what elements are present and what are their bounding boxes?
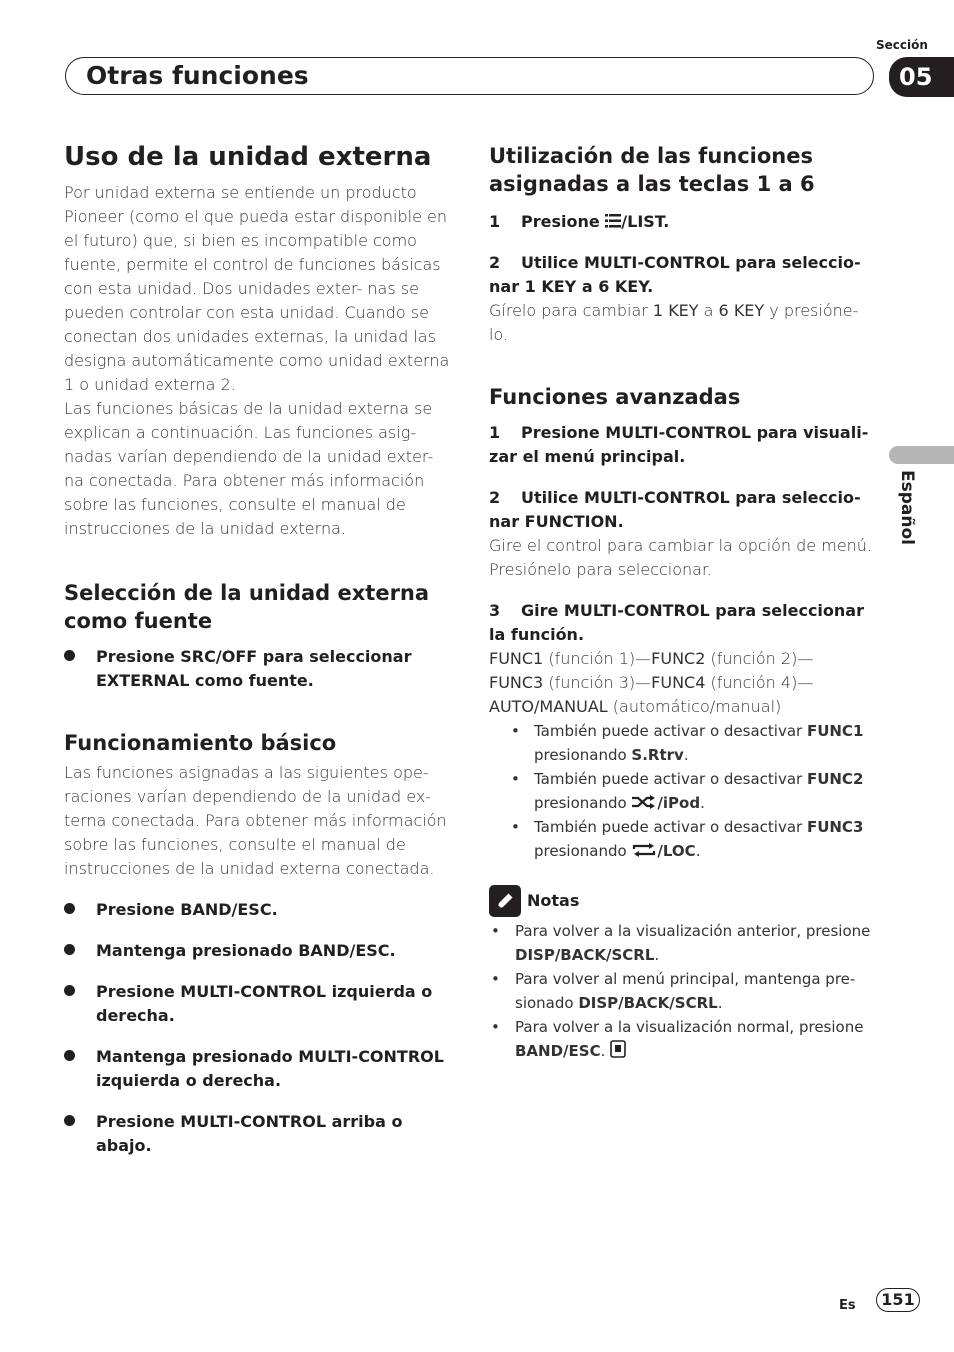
text: presionando: [534, 842, 632, 860]
function-label: FUNC1: [806, 722, 864, 740]
function-label: FUNC2: [651, 649, 706, 668]
keys-heading: Utilización de las funciones asignadas a las teclas 1 a 6: [489, 144, 815, 196]
basic-operation-text: Las funciones asignadas a las siguientes ope- raciones varían dependiendo de la unidad ex- terna conectada. Para obtener más información sobre las funciones, consulte el manual de instrucciones de la unidad externa conectada.: [64, 763, 447, 878]
language-label: Español: [897, 470, 917, 545]
text: presionando: [534, 794, 632, 812]
text: y presióne- lo.: [489, 301, 859, 344]
step-text: Mantenga presionado MULTI-CONTROL izquierda o derecha.: [96, 1047, 444, 1090]
key-label: /iPod: [657, 794, 701, 812]
step-text: Presione BAND/ESC.: [96, 900, 278, 919]
step-text: Gire MULTI-CONTROL para seleccionar la función.: [489, 601, 864, 644]
text: (función 4)—: [705, 673, 814, 692]
end-mark-icon: [610, 1040, 626, 1058]
basic-step: [64, 1110, 454, 1158]
chapter-title: Otras funciones: [86, 61, 309, 90]
function-label: FUNC3: [489, 673, 544, 692]
text: También puede activar o desactivar: [534, 818, 807, 836]
step-text: /LIST.: [621, 212, 670, 231]
advanced-step-2-text: Gire el control para cambiar la opción de menú. Presiónelo para seleccionar.: [489, 536, 873, 579]
step-text: Presione SRC/OFF para seleccionar EXTERNAL como fuente.: [96, 647, 412, 690]
list-item: [534, 767, 881, 815]
function-label: FUNC4: [651, 673, 706, 692]
text: presionando: [534, 746, 632, 764]
function-sequence: [489, 647, 881, 719]
step-text: Presione MULTI-CONTROL izquierda o derecha.: [96, 982, 433, 1025]
step-number: 3: [489, 601, 501, 620]
basic-step: [64, 980, 454, 1028]
function-label: AUTO/MANUAL: [489, 697, 608, 716]
notes-header: [489, 885, 881, 917]
notes-list: [489, 919, 881, 1063]
step-number: 2: [489, 488, 501, 507]
step-number: 1: [489, 423, 501, 442]
advanced-step-2: [489, 486, 881, 534]
text: (función 1)—: [543, 649, 652, 668]
function-label: FUNC2: [806, 770, 864, 788]
bullet-icon: [64, 903, 75, 914]
list-item: [515, 967, 881, 1015]
step-text: Utilice MULTI-CONTROL para seleccio- nar FUNCTION.: [489, 488, 861, 531]
text: .: [700, 794, 705, 812]
list-item: [534, 719, 881, 767]
page-title: Uso de la unidad externa: [64, 142, 432, 172]
text: .: [695, 842, 701, 860]
list-item: [515, 919, 881, 967]
basic-step: [64, 898, 454, 922]
select-source-step: [64, 645, 454, 693]
advanced-heading: Funciones avanzadas: [489, 385, 741, 409]
step-text: Presione: [521, 212, 606, 231]
text: (automático/manual): [607, 697, 782, 716]
basic-step: [64, 1045, 454, 1093]
notes-title: Notas: [527, 891, 580, 910]
basic-operation-heading: Funcionamiento básico: [64, 731, 337, 755]
list-menu-icon: [605, 213, 621, 229]
function-label: FUNC3: [806, 818, 864, 836]
step-number: 1: [489, 212, 501, 231]
language-tab-marker: [889, 446, 954, 464]
text: Gírelo para cambiar: [489, 301, 653, 320]
step-text: Presione MULTI-CONTROL arriba o abajo.: [96, 1112, 403, 1155]
step-text: Presione MULTI-CONTROL para visuali- zar el menú principal.: [489, 423, 869, 466]
keys-step-2: [489, 251, 881, 299]
text: También puede activar o desactivar: [534, 722, 807, 740]
bullet-icon: [64, 985, 75, 996]
text: Para volver al menú principal, mantenga pre- sionado: [515, 970, 856, 1012]
text: a: [698, 301, 719, 320]
text: .: [600, 1042, 606, 1060]
intro-paragraph-2: Las funciones básicas de la unidad externa se explican a continuación. Las funciones asig- nadas varían dependiendo de la unidad exter- na conectada. Para obtener más información sobre las funciones, consulte el manual de instrucciones de la unidad externa.: [64, 399, 434, 538]
text: .: [717, 994, 723, 1012]
text: Para volver a la visualización anterior, presione: [515, 922, 871, 940]
text: .: [654, 946, 660, 964]
shuffle-icon: [631, 794, 657, 810]
text: (función 3)—: [543, 673, 652, 692]
function-label: FUNC1: [489, 649, 544, 668]
step-text: Mantenga presionado BAND/ESC.: [96, 941, 396, 960]
right-column: [489, 142, 881, 1063]
function-tips: [489, 719, 881, 863]
text: (función 2)—: [705, 649, 814, 668]
text: Para volver a la visualización normal, presione: [515, 1018, 864, 1036]
text: También puede activar o desactivar: [534, 770, 807, 788]
section-number-badge: 05: [889, 57, 954, 97]
text: .: [683, 746, 689, 764]
basic-step: [64, 939, 454, 963]
list-item: [515, 1015, 881, 1063]
key-label: S.Rtrv: [631, 746, 684, 764]
list-item: [534, 815, 881, 863]
step-text: Utilice MULTI-CONTROL para seleccio- nar 1 KEY a 6 KEY.: [489, 253, 861, 296]
key-label: BAND/ESC: [515, 1042, 601, 1060]
bullet-icon: [64, 1115, 75, 1126]
section-label: Sección: [876, 38, 928, 52]
bullet-icon: [64, 650, 75, 661]
key-label: 1 KEY: [652, 301, 699, 320]
select-source-heading: Selección de la unidad externa como fuente: [64, 581, 430, 633]
intro-paragraph-1: Por unidad externa se entiende un producto Pioneer (como el que pueda estar disponible en el futuro) que, si bien es incompatible como fuente, permite el control de funciones básicas con esta unidad. Dos unidades exter- nas se pueden controlar con esta unidad. Cuando se conectan dos unidades externas, la unidad las designa automáticamente como unidad externa 1 o unidad externa 2.: [64, 183, 450, 394]
pencil-note-icon: [489, 885, 521, 917]
key-label: 6 KEY: [718, 301, 765, 320]
page-number: 151: [876, 1288, 920, 1312]
bullet-icon: [64, 944, 75, 955]
bullet-icon: [64, 1050, 75, 1061]
language-code: Es: [839, 1298, 856, 1313]
key-label: /LOC: [657, 842, 696, 860]
key-label: DISP/BACK/SCRL: [578, 994, 718, 1012]
advanced-step-3: [489, 599, 881, 647]
advanced-step-1: [489, 421, 881, 469]
left-column: [64, 142, 454, 1158]
key-label: DISP/BACK/SCRL: [515, 946, 655, 964]
step-number: 2: [489, 253, 501, 272]
keys-step-2-text: [489, 299, 881, 347]
repeat-icon: [631, 842, 657, 858]
keys-step-1: [489, 210, 881, 234]
